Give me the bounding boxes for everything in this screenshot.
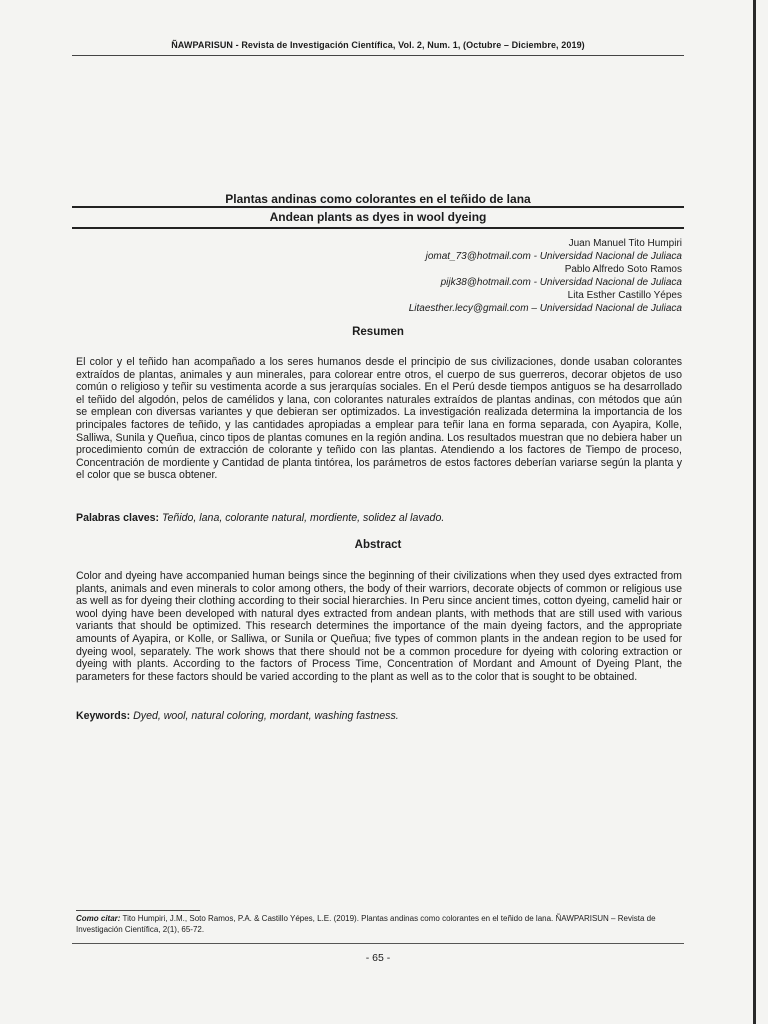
citation-rule xyxy=(76,910,200,911)
title-rule-top xyxy=(72,206,684,208)
author-affiliation: pijk38@hotmail.com - Universidad Nacional de Juliaca xyxy=(440,277,682,288)
page-edge-shadow xyxy=(753,0,756,1024)
journal-header: ÑAWPARISUN - Revista de Investigación Científica, Vol. 2, Num. 1, (Octubre – Diciembre, 2019) xyxy=(171,40,585,50)
citation-label: Como citar: xyxy=(76,914,121,923)
author-name: Pablo Alfredo Soto Ramos xyxy=(564,264,682,275)
author-affiliation: jomat_73@hotmail.com - Universidad Nacional de Juliaca xyxy=(425,251,682,262)
page-number: - 65 - xyxy=(365,952,391,964)
title-spanish: Plantas andinas como colorantes en el teñido de lana xyxy=(225,192,531,206)
abstract-heading: Abstract xyxy=(354,539,402,551)
title-rule-bottom xyxy=(72,227,684,229)
resumen-text: El color y el teñido han acompañado a los seres humanos desde el principio de sus civilizaciones, donde usaban colorantes extraídos de plantas, animales y aun minerales, para colorear entre otros, el cuerpo de sus guerreros, decorar objetos de uso común o religioso y teñir su vestimenta acorde a sus jerarquías sociales. En el Perú desde tiempos antiguos se ha desarrollado el teñido del algodón, pelos de camélidos y lana, con colorantes naturales extraídos de plantas andinas, con métodos que aún se emplean con diversas variantes y que debieran ser optimizados. La investigación realizada determina la importancia de los principales factores de teñido, y las cantidades apropiadas a emplear para teñir lana en forma separada, con Ayapira, Kolle, Salliwa, Sunila y Queñua, cinco tipos de plantas comunes en la región andina. Los resultados muestran que no debiera haber un procedimiento común de extracción de colorante y teñido con las plantas. Atendiendo a los factores de Tiempo de proceso, Concentración de mordiente y Cantidad de planta tintórea, los parámetros de estos factores deberían variarse según la planta y el color que se busca obtener. xyxy=(76,356,682,482)
keywords-list: Dyed, wool, natural coloring, mordant, washing fastness. xyxy=(133,710,399,722)
keywords-label: Keywords: xyxy=(76,710,131,722)
author-affiliation: Litaesther.lecy@gmail.com – Universidad Nacional de Juliaca xyxy=(408,303,682,314)
abstract-text: Color and dyeing have accompanied human beings since the beginning of their civilizations when they used dyes extracted from plants, animals and even minerals to color among others, the body of their warriors, decorate objects of common or religious use as well as for dyeing their clothing according to their social hierarchies. In Peru since ancient times, cotton dyeing, camelid hair or wool dying have been developed with natural dyes extracted from andean plants, with methods that are still used with various variants that should be optimized. This research determines the importance of the main dyeing factors, and the appropriate amounts of Ayapira, or Kolle, or Salliwa, or Sunila or Queñua; five types of common plants in the andean region to be used for dyeing wool, separately. The work shows that there should not be a common procedure for dyeing with coloring extraction or dyeing with plants. According to the factors of Process Time, Concentration of Mordant and Amount of Dyeing Plant, the parameters for these factors should be varied according to the plant as well as to the color that is sought to be obtained. xyxy=(76,570,682,683)
author-name: Lita Esther Castillo Yépes xyxy=(567,290,682,301)
citation-text: Tito Humpiri, J.M., Soto Ramos, P.A. & Castillo Yépes, L.E. (2019). Plantas andinas como colorantes en el teñido de lana. ÑAWPARISUN – Revista de Investigación Científica, 2(1), 65-72. xyxy=(76,914,656,934)
resumen-keywords xyxy=(76,512,682,525)
citation-note xyxy=(76,913,682,935)
footer-rule xyxy=(72,943,684,944)
author-name: Juan Manuel Tito Humpiri xyxy=(568,238,682,249)
author-block xyxy=(300,237,682,315)
title-english: Andean plants as dyes in wool dyeing xyxy=(269,210,487,224)
resumen-heading: Resumen xyxy=(352,326,404,338)
keywords-list: Teñido, lana, colorante natural, mordiente, solidez al lavado. xyxy=(162,512,445,524)
abstract-keywords xyxy=(76,710,682,723)
header-rule xyxy=(72,55,684,56)
keywords-label: Palabras claves: xyxy=(76,512,160,524)
